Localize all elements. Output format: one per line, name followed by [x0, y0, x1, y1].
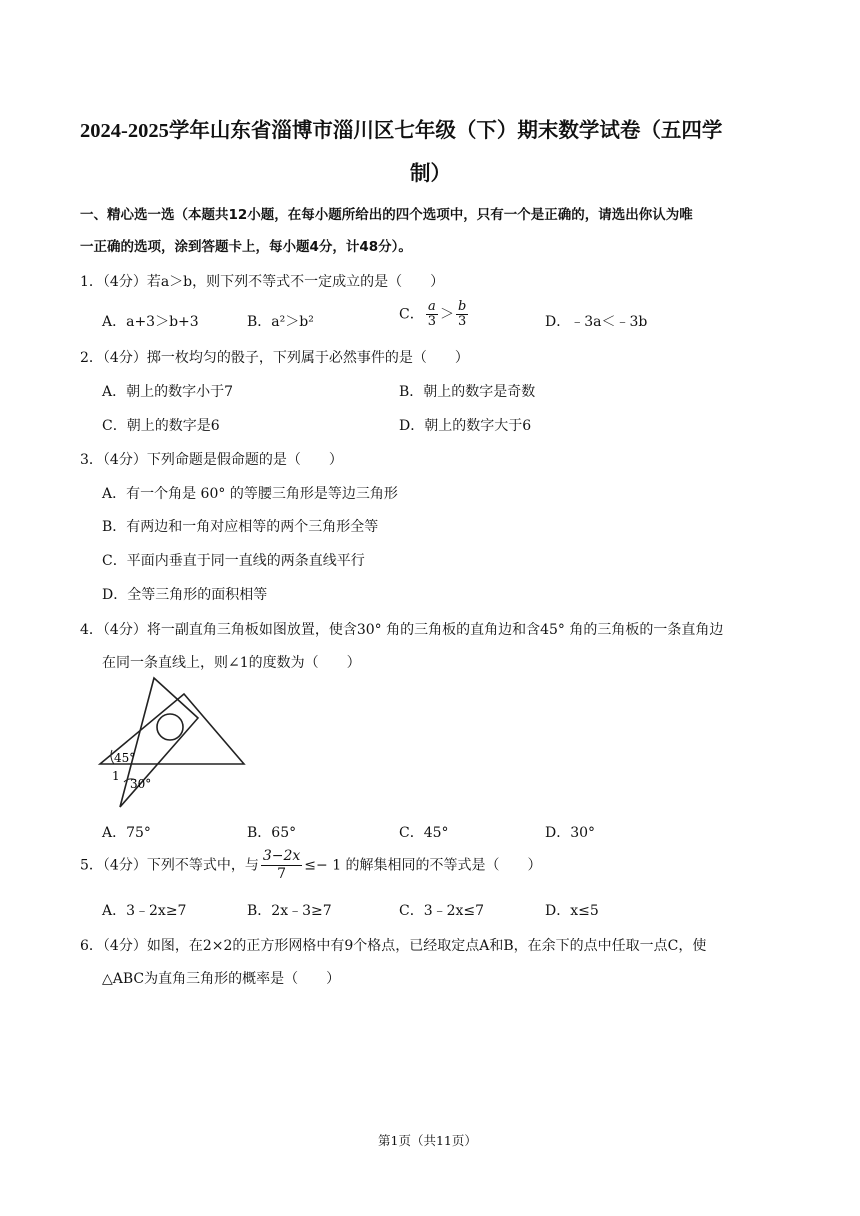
q3-option-c: C．平面内垂直于同一直线的两条直线平行	[102, 553, 365, 569]
question-3-stem: 3．（4分）下列命题是假命题的是（ ）	[80, 452, 343, 468]
q3-option-a: A．有一个角是 60° 的等腰三角形是等边三角形	[102, 486, 398, 502]
page-footer: 第1页（共11页）	[378, 1133, 477, 1148]
page-title-line1: 2024-2025学年山东省淄博市淄川区七年级（下）期末数学试卷（五四学	[80, 120, 723, 142]
q4-option-a: A．75°	[102, 825, 151, 841]
q1-option-a: A．a+3＞b+3	[102, 314, 199, 330]
q5-option-a: A．3﹣2x≥7	[102, 903, 187, 919]
q4-label-30: 30°	[130, 777, 152, 791]
q1-option-c-op: ＞	[440, 306, 454, 323]
q5-option-b: B．2x﹣3≥7	[247, 903, 332, 919]
section-header-line2: 一正确的选项，涂到答题卡上，每小题4分，计48分）。	[80, 239, 412, 255]
q4-triangle-figure	[96, 676, 252, 810]
q2-option-c: C．朝上的数字是6	[102, 418, 220, 434]
q3-option-b: B．有两边和一角对应相等的两个三角形全等	[102, 519, 379, 535]
question-5-stem	[80, 848, 542, 883]
q1-option-b: B．a²＞b²	[247, 314, 314, 330]
q2-option-a: A．朝上的数字小于7	[102, 384, 234, 400]
q2-option-d: D．朝上的数字大于6	[399, 418, 532, 434]
q4-circle-hole	[157, 714, 183, 740]
q1-option-d: D．﹣3a＜﹣3b	[545, 314, 648, 330]
q4-label-45: 45°	[114, 751, 136, 765]
q1-option-c	[399, 300, 470, 329]
q5-option-c: C．3﹣2x≤7	[399, 903, 485, 919]
q5-fraction: $\frac{3-2x}{7}$	[262, 848, 301, 882]
question-4-stem-line1: 4．（4分）将一副直角三角板如图放置，使含30° 角的三角板的直角边和含45° 角的三角板的一条直角边	[80, 622, 724, 638]
q4-option-b: B．65°	[247, 825, 297, 841]
q5-stem-post: ≤− 1 的解集相同的不等式是（ ）	[304, 857, 542, 874]
q5-option-d: D．x≤5	[545, 903, 599, 919]
q2-option-b: B．朝上的数字是奇数	[399, 384, 536, 400]
q4-option-c: C．45°	[399, 825, 449, 841]
q3-option-d: D．全等三角形的面积相等	[102, 587, 268, 603]
section-header-line1: 一、精心选一选（本题共12小题，在每小题所给出的四个选项中，只有一个是正确的，请选出你认为唯	[80, 207, 693, 223]
q1-fraction-a3: $\frac{a}{3}$	[427, 299, 436, 329]
page-title-line2: 制）	[410, 163, 451, 185]
q5-stem-pre: 5．（4分）下列不等式中，与	[80, 857, 259, 874]
question-1-stem: 1．（4分）若a＞b，则下列不等式不一定成立的是（ ）	[80, 274, 445, 290]
q1-option-c-label: C．	[399, 306, 424, 323]
q4-option-d: D．30°	[545, 825, 596, 841]
question-4-stem-line2: 在同一条直线上，则∠1的度数为（ ）	[102, 655, 361, 671]
question-6-stem-line2: △ABC为直角三角形的概率是（ ）	[102, 971, 341, 987]
q4-label-1: 1	[112, 769, 120, 783]
q1-fraction-b3: $\frac{b}{3}$	[458, 299, 467, 329]
question-6-stem-line1: 6．（4分）如图，在2×2的正方形网格中有9个格点，已经取定点A和B，在余下的点中任取一点C，使	[80, 938, 707, 954]
question-2-stem: 2．（4分）掷一枚均匀的骰子，下列属于必然事件的是（ ）	[80, 350, 469, 366]
